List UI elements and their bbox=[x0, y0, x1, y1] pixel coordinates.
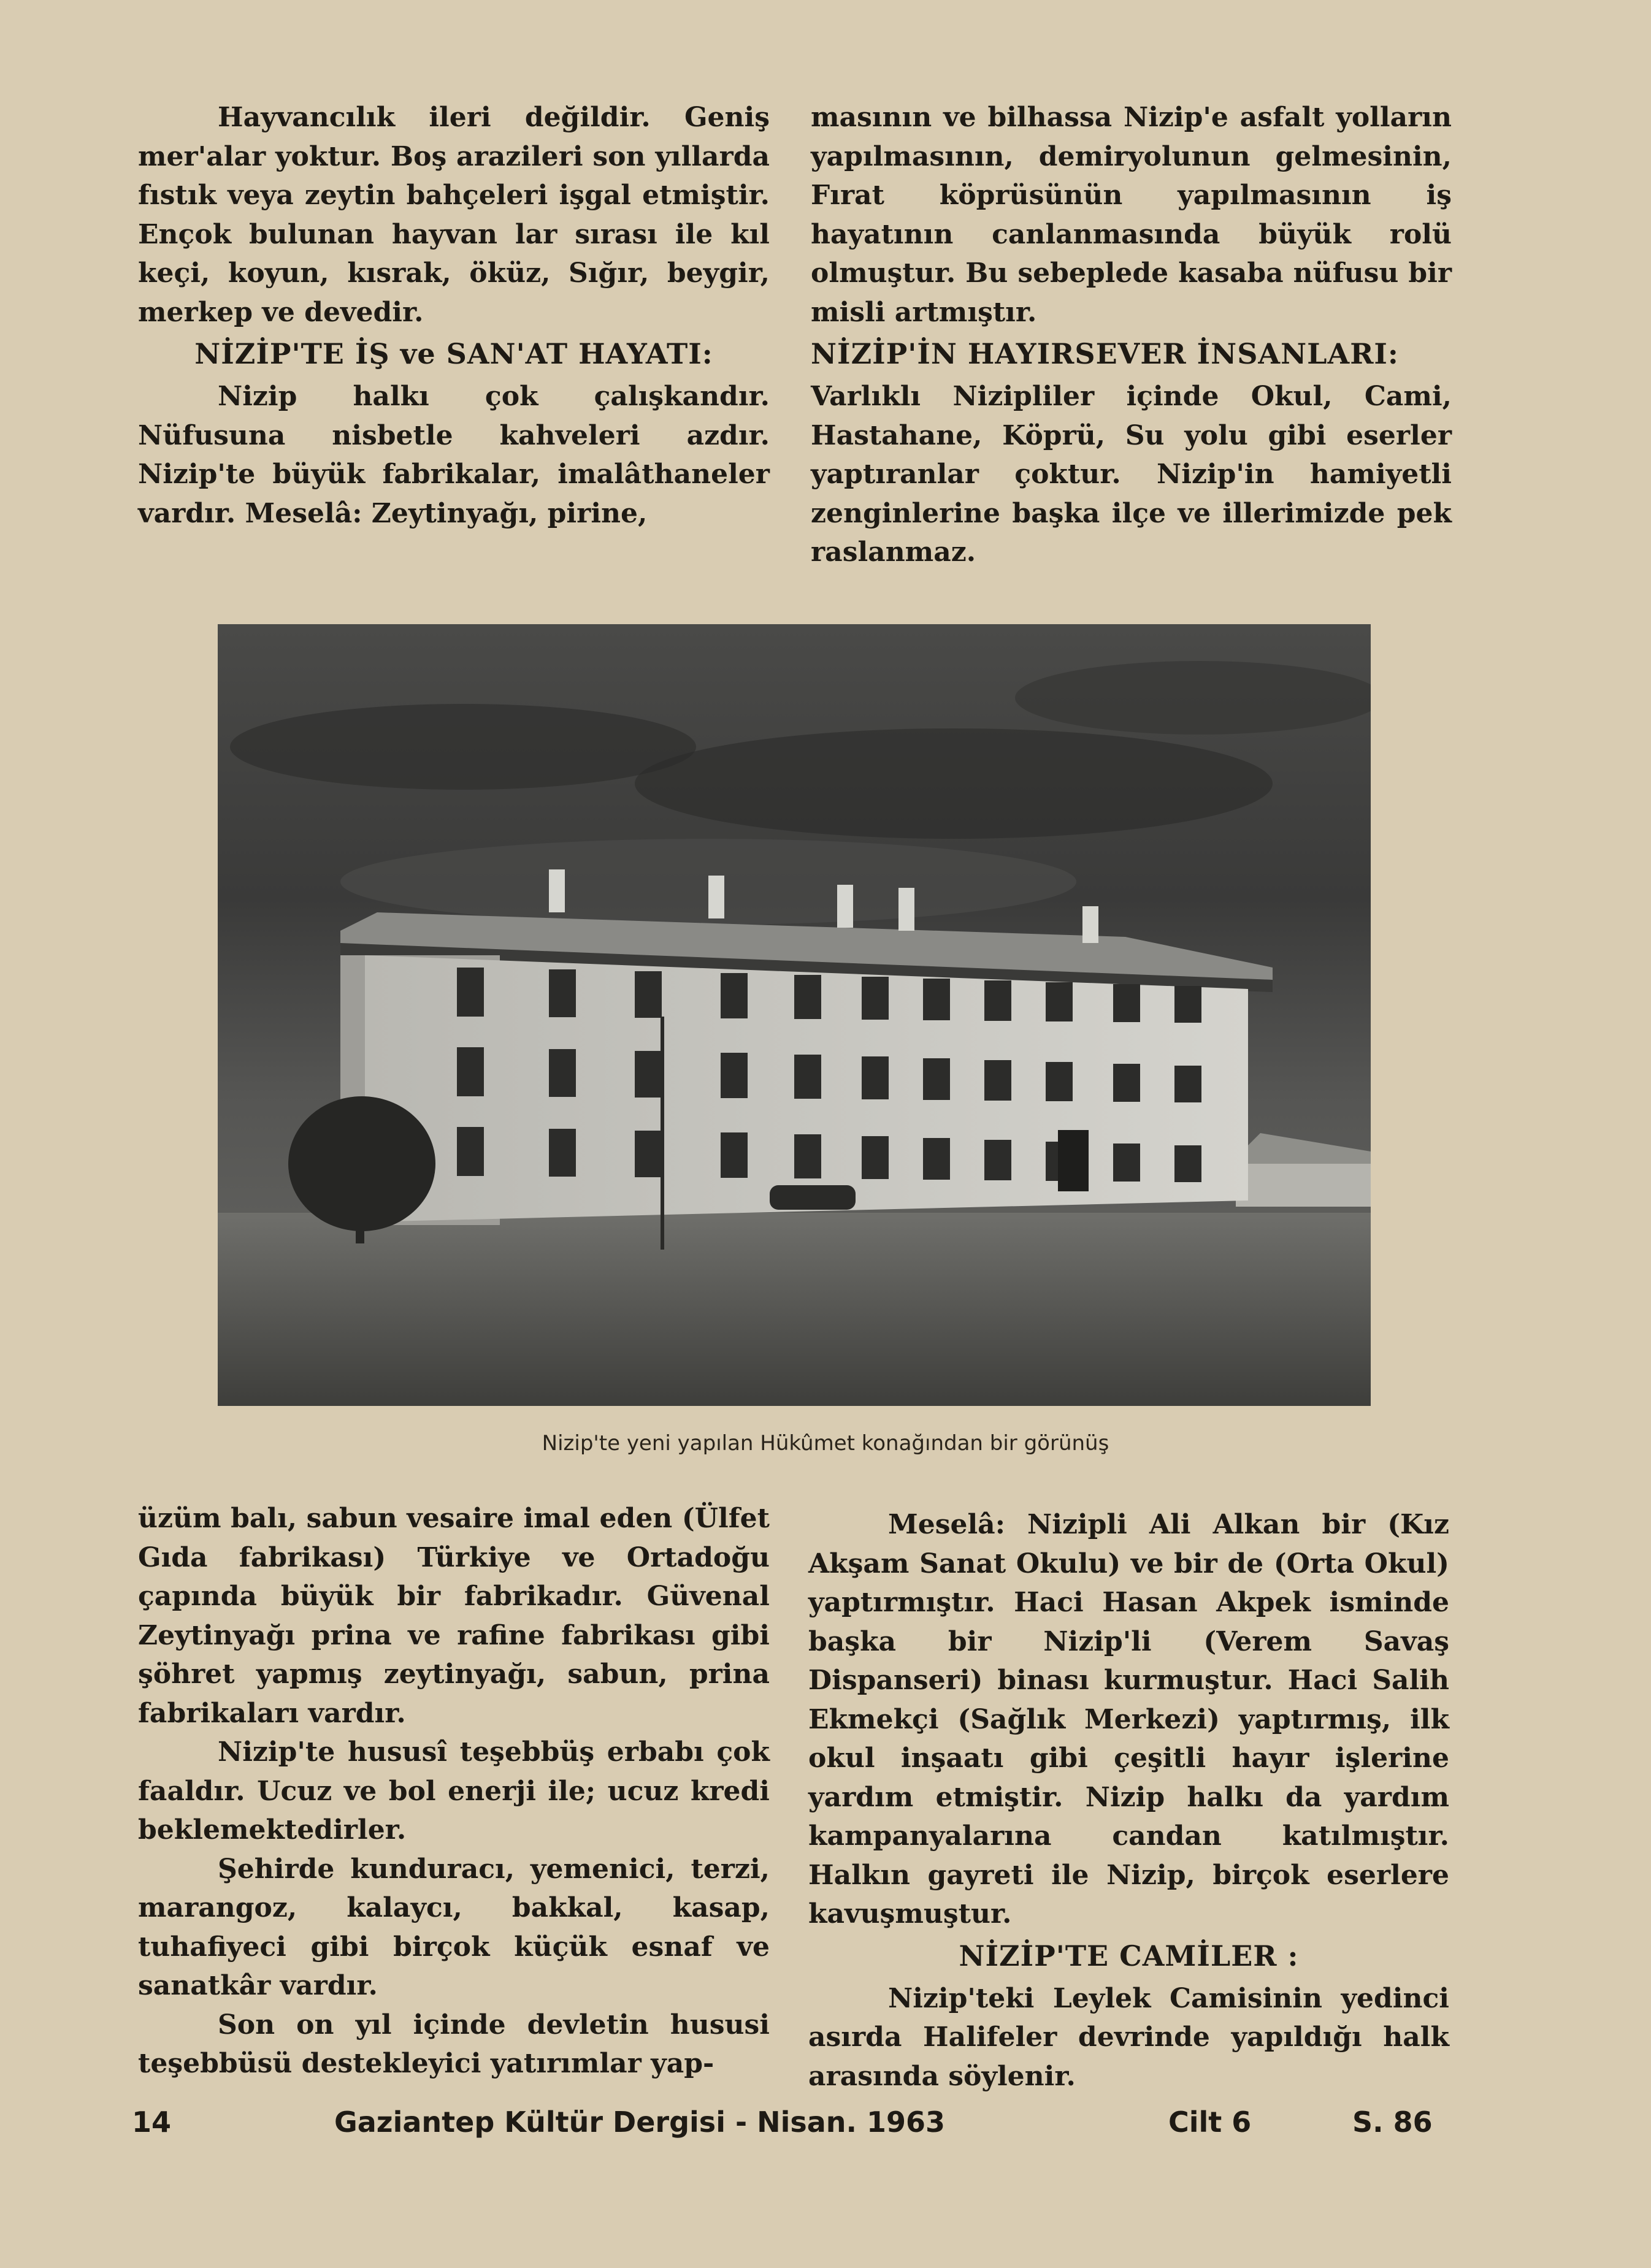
building-window bbox=[794, 975, 821, 1019]
building-window bbox=[984, 1060, 1011, 1101]
section-heading: NİZİP'İN HAYIRSEVER İNSANLARI: bbox=[811, 337, 1399, 370]
paragraph: Hayvancılık ileri değildir. Geniş mer'alar yoktur. Boş arazileri son yıllarda fıstık veya zeytin bahçeleri işgal etmiştir. Ençok bulunan hayvan lar sırası ile kıl keçi, koyun, kısrak, öküz, Sığır, beygir, merkep ve devedir. bbox=[138, 102, 770, 328]
building-window bbox=[1174, 1066, 1201, 1102]
building-window bbox=[1046, 982, 1073, 1021]
building-window bbox=[457, 1127, 484, 1176]
building-window bbox=[862, 977, 889, 1020]
paragraph: Nizip'teki Leylek Camisinin yedinci asırda Halifeler devrinde yapıldığı halk arasında söylenir. bbox=[808, 1982, 1449, 2092]
building-window bbox=[549, 1129, 576, 1177]
paragraph: Nizip'te hususî teşebbüş erbabı çok faaldır. Ucuz ve bol enerji ile; ucuz kredi beklemektedirler. bbox=[138, 1736, 770, 1846]
building-window bbox=[984, 980, 1011, 1021]
building-window bbox=[862, 1056, 889, 1099]
building-window bbox=[721, 1053, 748, 1098]
building-window bbox=[635, 1131, 662, 1177]
building-window bbox=[923, 979, 950, 1020]
paragraph: Son on yıl içinde devletin hususi teşebbüsü destekleyici yatırımlar yap- bbox=[138, 2009, 770, 2079]
issue-number: S. 86 bbox=[1352, 2106, 1433, 2139]
paragraph: Varlıklı Nizipliler içinde Okul, Cami, Hastahane, Köprü, Su yolu gibi eserler yaptıranlar çoktur. Nizip'in hamiyetli zenginlerine başka ilçe ve illerimizde pek raslanmaz. bbox=[811, 381, 1452, 568]
building-window bbox=[549, 1049, 576, 1097]
building-window bbox=[721, 1132, 748, 1178]
magazine-title: Gaziantep Kültür Dergisi - Nisan. 1963 bbox=[334, 2106, 946, 2139]
section-heading: NİZİP'TE İŞ ve SAN'AT HAYATI: bbox=[194, 337, 713, 370]
government-building-photo bbox=[218, 624, 1371, 1406]
top-left-column bbox=[138, 98, 770, 533]
building-window bbox=[635, 971, 662, 1018]
building-window bbox=[1174, 986, 1201, 1023]
building-window bbox=[1113, 984, 1140, 1022]
building-window bbox=[794, 1055, 821, 1099]
building-window bbox=[549, 969, 576, 1017]
building-window bbox=[1113, 1144, 1140, 1182]
building-window bbox=[1113, 1064, 1140, 1102]
paragraph: üzüm balı, sabun vesaire imal eden (Ülfet Gıda fabrikası) Türkiye ve Ortadoğu çapında büyük bir fabrikadır. Güvenal Zeytinyağı prina ve rafine fabrikası gibi şöhret yapmış zeytinyağı, sabun, prina fabrikaları vardır. bbox=[138, 1503, 770, 1729]
building-window bbox=[457, 968, 484, 1017]
page-number: 14 bbox=[132, 2106, 172, 2139]
volume-number: Cilt 6 bbox=[1168, 2106, 1252, 2139]
building-window bbox=[984, 1140, 1011, 1180]
page-footer bbox=[132, 2106, 1447, 2148]
bottom-right-column bbox=[808, 1505, 1449, 2096]
bottom-left-column bbox=[138, 1499, 770, 2083]
building-window bbox=[923, 1058, 950, 1100]
paragraph: Şehirde kunduracı, yemenici, terzi, marangoz, kalaycı, bakkal, kasap, tuhafiyeci gibi birçok küçük esnaf ve sanatkâr vardır. bbox=[138, 1853, 770, 2001]
building-window bbox=[794, 1134, 821, 1178]
paragraph: Meselâ: Nizipli Ali Alkan bir (Kız Akşam Sanat Okulu) ve bir de (Orta Okul) yaptırmıştır. Haci Hasan Akpek isminde başka bir Nizip'li (Verem Savaş Dispanseri) binası kurmuştur. Haci Salih Ekmekçi (Sağlık Merkezi) yaptırmış, ilk okul inşaatı gibi çeşitli hayır işlerine yardım etmiştir. Nizip halkı da yardım kampanyalarına candan katılmıştır. Halkın gayreti ile Nizip, birçok eserlere kavuşmuştur. bbox=[808, 1509, 1449, 1930]
building-window bbox=[923, 1138, 950, 1180]
building-window bbox=[457, 1047, 484, 1096]
top-right-column bbox=[811, 98, 1452, 572]
building-window bbox=[862, 1136, 889, 1179]
building-window bbox=[1046, 1062, 1073, 1101]
section-heading: NİZİP'TE CAMİLER : bbox=[959, 1939, 1299, 1972]
building-window bbox=[635, 1051, 662, 1098]
building-window bbox=[721, 973, 748, 1018]
building-window bbox=[1174, 1145, 1201, 1182]
paragraph: masının ve bilhassa Nizip'e asfalt yolların yapılmasının, demiryolunun gelmesinin, Fırat köprüsünün yapılmasının iş hayatının canlanmasında büyük rolü olmuştur. Bu sebeplede kasaba nüfusu bir misli artmıştır. bbox=[811, 102, 1452, 328]
paragraph: Nizip halkı çok çalışkandır. Nüfusuna nisbetle kahveleri azdır. Nizip'te büyük fabrikalar, imalâthaneler vardır. Meselâ: Zeytinyağı, pirine, bbox=[138, 381, 770, 529]
photo-caption: Nizip'te yeni yapılan Hükûmet konağından bir görünüş bbox=[542, 1431, 1109, 1456]
